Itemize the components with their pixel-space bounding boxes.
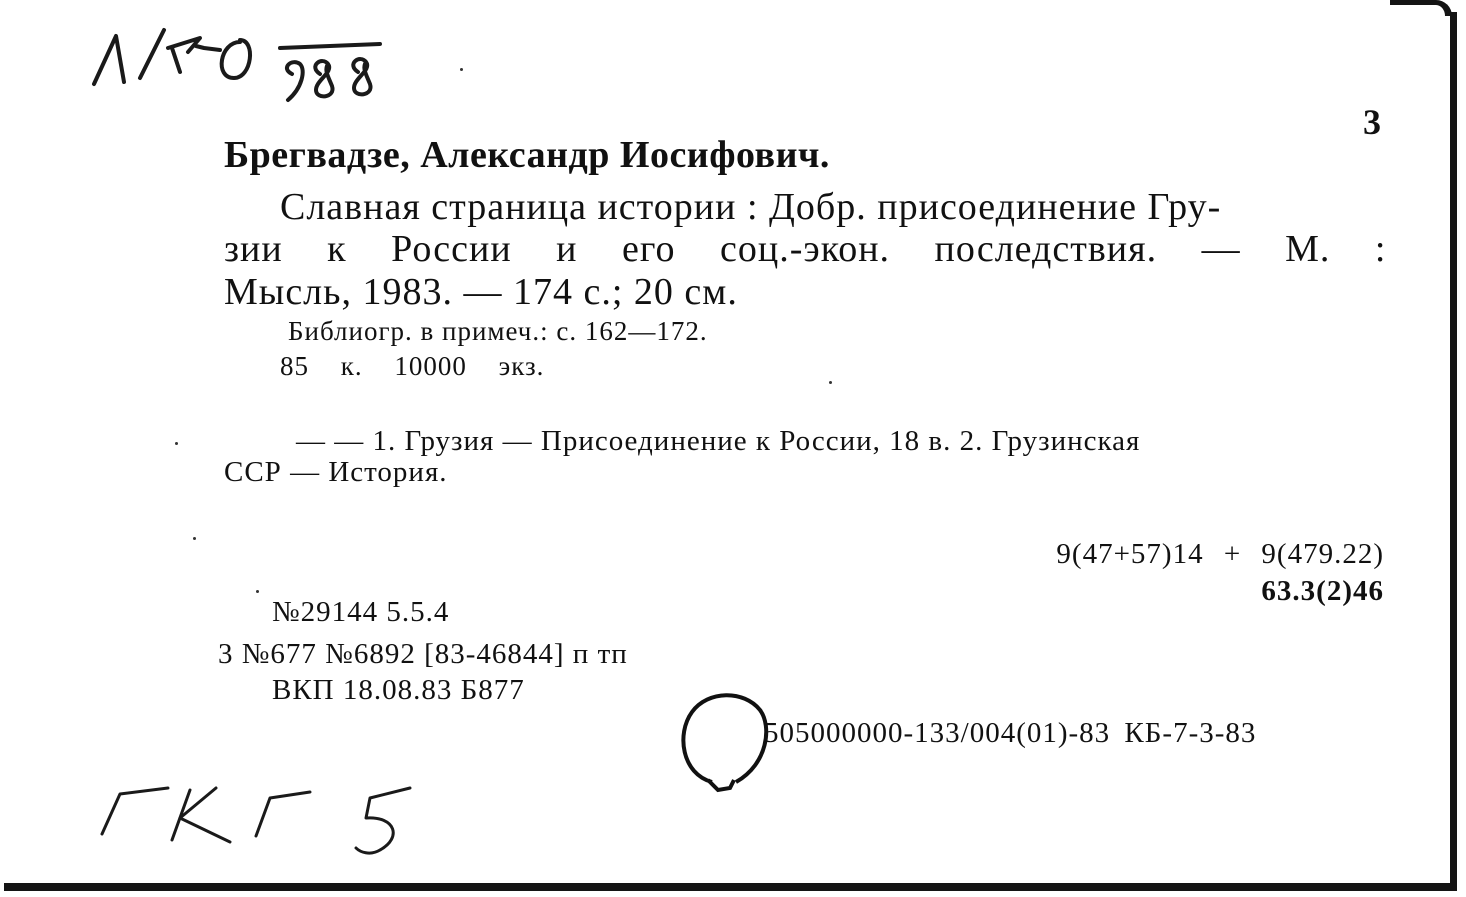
scan-speck [829,381,832,384]
author-heading: Брегвадзе, Александр Иосифович. [224,134,830,176]
copyright-circle-mark [672,684,772,800]
card-sequence-number: 3 [1363,102,1381,142]
card-border-bottom [4,883,1457,891]
scan-speck [460,68,463,71]
title-line: Мысль, 1983. — 174 с.; 20 см. [224,271,738,313]
subject-headings: ССР — История. [224,456,448,488]
card-border-right [1450,12,1457,884]
scan-speck [175,442,178,445]
bibliography-note: Библиогр. в примеч.: с. 162—172. [288,316,708,346]
title-line: зии к России и его соц.-экон. последствия. — М. : [224,228,1387,270]
service-line: ВКП 18.08.83 Б877 [272,674,525,706]
card-border-corner [1390,0,1452,16]
scan-speck [256,590,259,593]
scan-speck [193,537,196,540]
classification-index-bold: 63.3(2)46 [1261,575,1384,607]
title-line: Славная страница истории : Добр. присоединение Гру- [280,186,1222,228]
subject-headings: — — 1. Грузия — Присоединение к России, 18 в. 2. Грузинская [296,425,1141,457]
price-print-run: 85 к. 10000 экз. [280,351,545,381]
service-line: №29144 5.5.4 [272,596,450,628]
handwritten-call-number [80,8,400,118]
classification-index: 9(47+57)14 + 9(479.22) [1056,538,1384,570]
handwritten-bottom-mark [80,778,440,868]
catalog-code-line: 505000000-133/004(01)-83 КБ-7-3-83 [764,717,1257,749]
service-line: 3 №677 №6892 [83-46844] п тп [218,638,628,670]
